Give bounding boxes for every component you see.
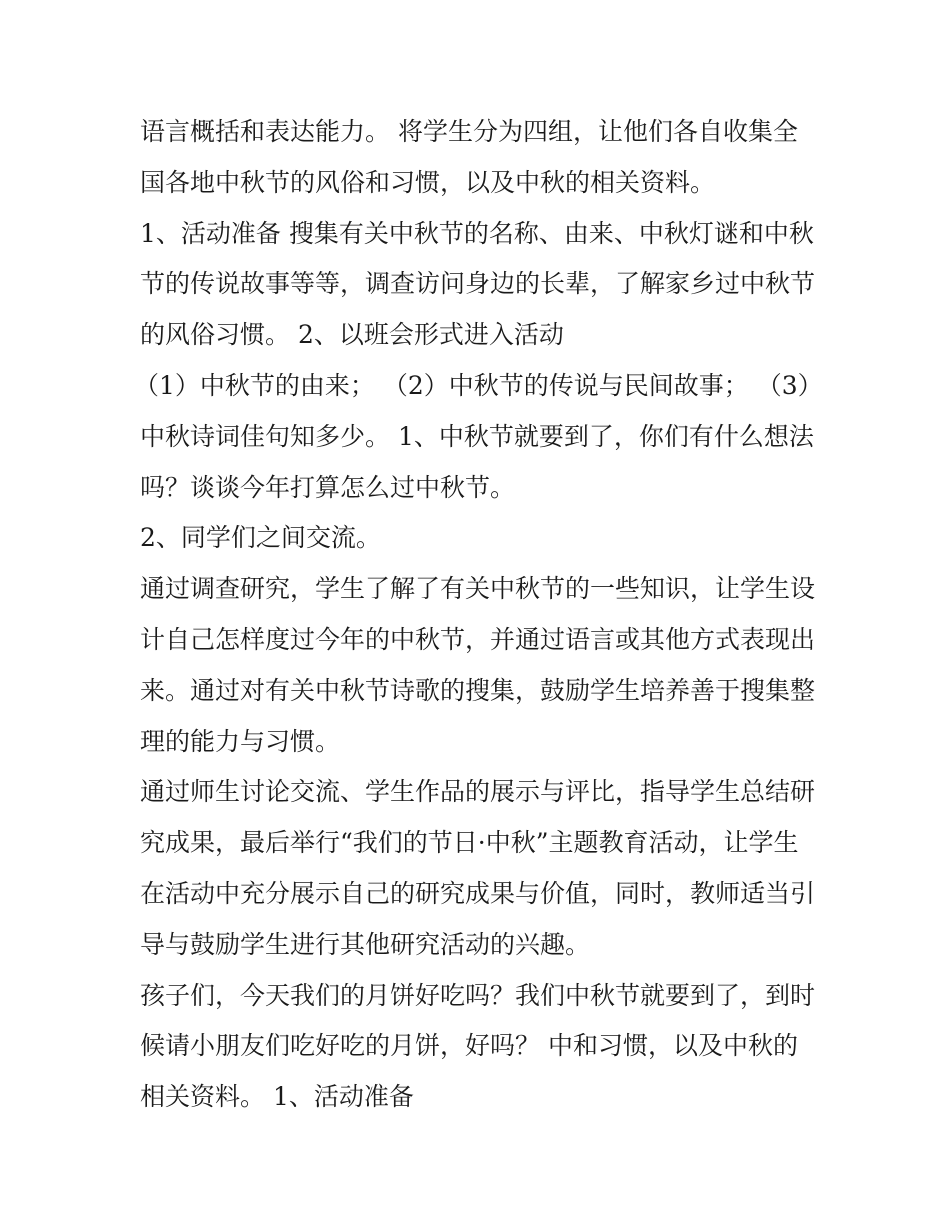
text-line: 的风俗习惯。 2、以班会形式进入活动 bbox=[140, 320, 564, 350]
text-line: 孩子们，今天我们的月饼好吃吗？我们中秋节就要到了，到时 bbox=[140, 980, 816, 1010]
text-line: 通过调查研究，学生了解了有关中秋节的一些知识，让学生设 bbox=[140, 574, 816, 604]
body-text bbox=[134, 107, 830, 1123]
text-line: 1、活动准备 搜集有关中秋节的名称、由来、中秋灯谜和中秋 bbox=[140, 218, 814, 248]
text-line: 中秋诗词佳句知多少。 1、中秋节就要到了，你们有什么想法 bbox=[140, 421, 814, 451]
text-line: 候请小朋友们吃好吃的月饼，好吗？ 中和习惯，以及中秋的 bbox=[140, 1031, 798, 1061]
text-line: 通过师生讨论交流、学生作品的展示与评比，指导学生总结研 bbox=[140, 777, 816, 807]
text-line: 究成果，最后举行“我们的节日·中秋”主题教育活动，让学生 bbox=[140, 828, 799, 858]
text-line: 语言概括和表达能力。 将学生分为四组，让他们各自收集全 bbox=[140, 117, 798, 146]
text-line: （1）中秋节的由来； （2）中秋节的传说与民间故事； （3） bbox=[134, 370, 823, 400]
text-line: 国各地中秋节的风俗和习惯，以及中秋的相关资料。 bbox=[140, 167, 716, 197]
text-line: 来。通过对有关中秋节诗歌的搜集，鼓励学生培养善于搜集整 bbox=[140, 675, 816, 705]
text-line: 吗？谈谈今年打算怎么过中秋节。 bbox=[140, 472, 516, 502]
text-line: 节的传说故事等等，调查访问身边的长辈，了解家乡过中秋节 bbox=[140, 269, 816, 299]
text-line: 2、同学们之间交流。 bbox=[140, 523, 381, 553]
text-line: 在活动中充分展示自己的研究成果与价值，同时，教师适当引 bbox=[140, 878, 816, 908]
text-line: 导与鼓励学生进行其他研究活动的兴趣。 bbox=[140, 929, 591, 959]
text-line: 计自己怎样度过今年的中秋节，并通过语言或其他方式表现出 bbox=[140, 624, 816, 654]
text-line: 相关资料。 1、活动准备 bbox=[140, 1082, 414, 1112]
text-line: 理的能力与习惯。 bbox=[140, 726, 341, 756]
